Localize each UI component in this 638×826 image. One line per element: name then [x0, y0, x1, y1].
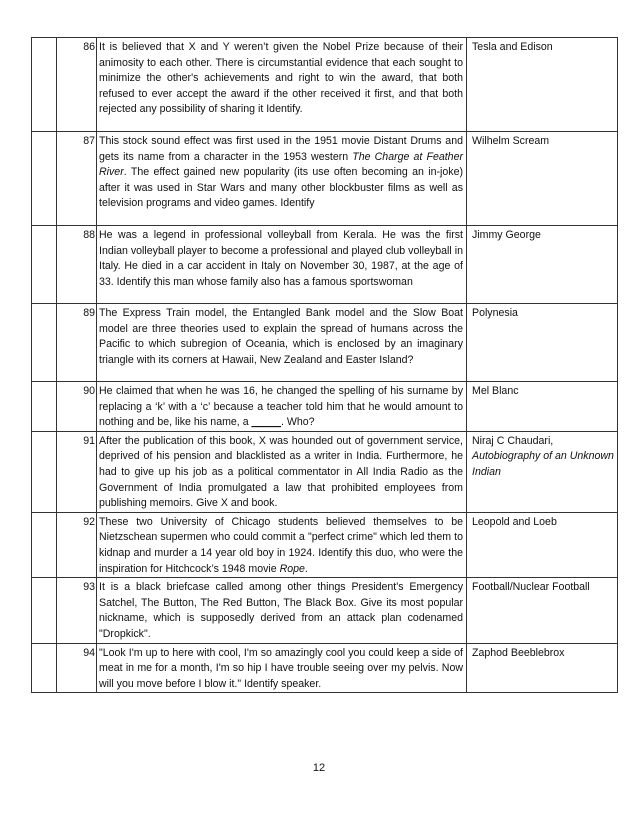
blank-cell [32, 132, 57, 226]
question-text-segment: The Charge at Feather River [99, 150, 463, 179]
answer-text-segment: Tesla and Edison [472, 41, 553, 53]
answer-text-segment: Wilhelm Scream [472, 135, 550, 147]
question-text-segment: It is a black briefcase called among other things President's Emergency Satchel, The Button, The Red Button, The Black Box. Give its most popular nickname, which is supposedly derived from an attack plan codenamed "Dropkick". [99, 581, 463, 640]
page-number: 12 [312, 762, 326, 774]
quiz-row [32, 431, 618, 512]
answer-text [467, 382, 618, 432]
answer-text-segment: Niraj C Chaudari, [472, 434, 554, 447]
question-text-segment: _____ [251, 416, 282, 429]
blank-cell [32, 382, 57, 432]
quiz-row [32, 382, 618, 432]
answer-text [467, 226, 618, 304]
answer-text-segment: Polynesia [472, 307, 518, 319]
question-text-segment: These two University of Chicago students believed themselves to be Nietzschean supermen who could commit a "perfect crime" which led them to kidnap and murder a 14 year old boy in 1924. Identify this duo, who were the inspiration for Hitchcock’s 1948 movie [99, 515, 463, 575]
question-number: 92 [57, 512, 97, 577]
answer-text [467, 431, 618, 512]
quiz-table-body [32, 38, 618, 693]
answer-text [467, 512, 618, 577]
answer-text [467, 643, 618, 693]
question-text-segment: This stock sound effect was first used in the 1951 movie Distant Drums and gets its name from a character in the 1953 western [99, 135, 463, 163]
answer-text [467, 578, 618, 643]
question-text-segment: . [304, 562, 308, 575]
question-text [97, 431, 467, 512]
question-number: 91 [57, 431, 97, 512]
question-text-segment: After the publication of this book, X was hounded out of government service, deprived of his pension and blacklisted as a writer in India. Furthermore, he had to give up his job as a political commentator in All India Radio as the Government of India promulgated a law that prohibited employees from publishing memoirs. Give X and book. [99, 434, 463, 510]
question-text-segment: He was a legend in professional volleyball from Kerala. He was the first Indian volleyball player to become a professional and played club volleyball in Italy. He died in a car accident in Italy on November 30, 1987, at the age of 33. Identify this man whose family also has a famous sportswoman [99, 229, 463, 288]
question-text [97, 512, 467, 577]
question-text [97, 643, 467, 693]
question-text-segment: . The effect gained new popularity (its use often becoming an in-joke) after it was used in Star Wars and many other blockbuster films as well as television programs and video games. Identify [99, 166, 463, 210]
quiz-row [32, 226, 618, 304]
question-text [97, 382, 467, 432]
quiz-row [32, 304, 618, 382]
question-number: 86 [57, 38, 97, 132]
blank-cell [32, 643, 57, 693]
answer-text-segment: Leopold and Loeb [472, 515, 557, 528]
blank-cell [32, 38, 57, 132]
question-text-segment: The Express Train model, the Entangled Bank model and the Slow Boat model are three theories used to explain the spread of humans across the Pacific to which subregion of Oceania, which is enclosed by an imaginary triangle with its corners at Hawaii, New Zealand and Easter Island? [99, 307, 463, 366]
quiz-row [32, 38, 618, 132]
blank-cell [32, 304, 57, 382]
question-number: 88 [57, 226, 97, 304]
blank-cell [32, 226, 57, 304]
answer-text-segment: Zaphod Beeblebrox [472, 646, 565, 659]
quiz-row [32, 643, 618, 693]
answer-text-segment: Autobiography of an Unknown Indian [472, 450, 614, 478]
quiz-row [32, 512, 618, 577]
quiz-row [32, 578, 618, 643]
question-number: 87 [57, 132, 97, 226]
question-text-segment: It is believed that X and Y weren’t given the Nobel Prize because of their animosity to each other. There is circumstantial evidence that each sought to minimize the other's achievements and right to win the award, that both refused to ever accept the award if the other received it first, and that both rejected any possibility of sharing it Identify. [99, 41, 463, 116]
question-text [97, 38, 467, 132]
answer-text [467, 132, 618, 226]
question-text [97, 132, 467, 226]
answer-text-segment: Jimmy George [472, 229, 541, 241]
answer-text [467, 304, 618, 382]
question-text [97, 226, 467, 304]
question-text [97, 304, 467, 382]
question-text-segment: He claimed that when he was 16, he changed the spelling of his surname by replacing a ‘k’ with a ‘c’ because a teacher told him that he would amount to nothing and be, like his name, a [99, 385, 463, 429]
blank-cell [32, 512, 57, 577]
question-text-segment: Rope [279, 562, 305, 575]
question-text [97, 578, 467, 643]
question-text-segment: . Who? [281, 416, 315, 429]
question-number: 94 [57, 643, 97, 693]
question-number: 90 [57, 382, 97, 432]
answer-text-segment: Football/Nuclear Football [472, 581, 590, 594]
blank-cell [32, 431, 57, 512]
quiz-row [32, 132, 618, 226]
question-number: 93 [57, 578, 97, 643]
quiz-table [31, 37, 618, 693]
question-text-segment: "Look I'm up to here with cool, I'm so amazingly cool you could keep a side of meat in me for a month, I'm so hip I have trouble seeing over my pelvis. Now will you move before I blow it." Identify speaker. [99, 646, 463, 690]
answer-text-segment: Mel Blanc [472, 385, 519, 397]
answer-text [467, 38, 618, 132]
blank-cell [32, 578, 57, 643]
question-number: 89 [57, 304, 97, 382]
